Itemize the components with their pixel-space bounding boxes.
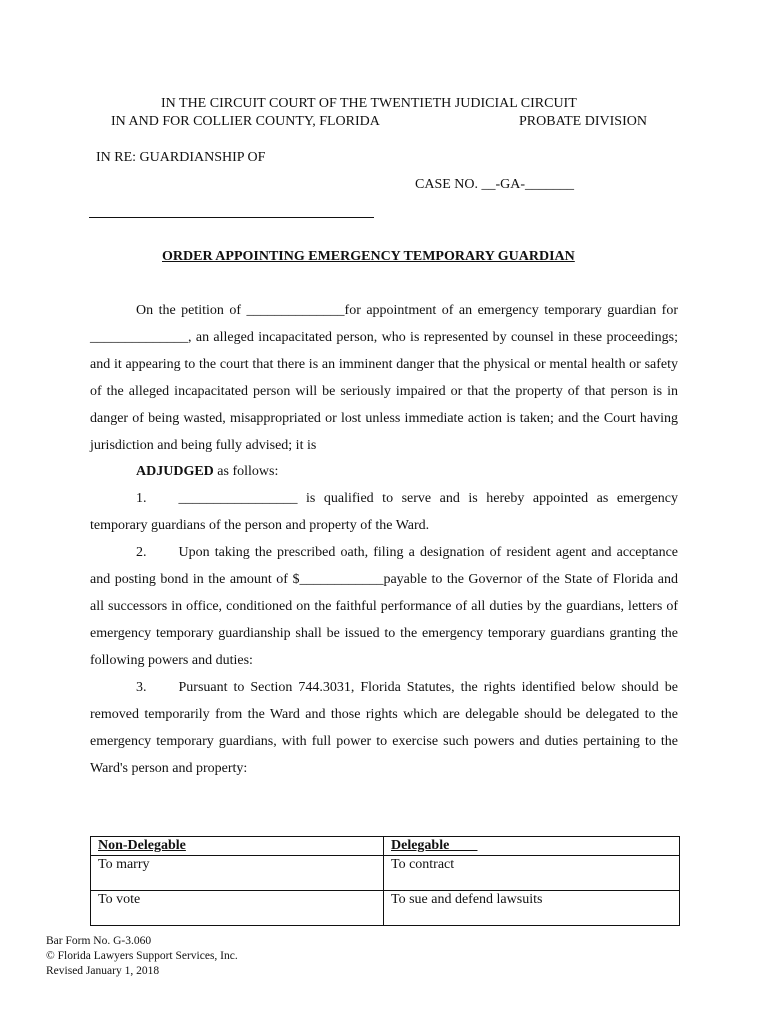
non-delegable-header: Non-Delegable <box>91 837 384 856</box>
delegable-cell: To sue and defend lawsuits <box>384 891 680 926</box>
item-3 <box>90 674 678 782</box>
copyright-notice: © Florida Lawyers Support Services, Inc. <box>46 950 238 962</box>
item-3-number: 3. <box>136 680 147 695</box>
item-2-text: Upon taking the prescribed oath, filing a designation of resident agent and acceptance and posting bond in the amount of $____________payable to the Governor of the State of Florida and all successors in office, conditioned on the faithful performance of all duties by the guardians, letters of emergency temporary guardianship shall be issued to the emergency temporary guardians granting the following powers and duties: <box>90 545 678 668</box>
rights-table <box>90 836 680 926</box>
non-delegable-cell: To marry <box>91 856 384 891</box>
division-label: PROBATE DIVISION <box>519 114 647 129</box>
form-number: Bar Form No. G-3.060 <box>46 935 152 947</box>
table-row <box>91 891 680 926</box>
item-2-number: 2. <box>136 545 147 560</box>
case-number: CASE NO. __-GA-_______ <box>415 177 575 192</box>
non-delegable-cell: To vote <box>91 891 384 926</box>
petition-paragraph <box>90 297 678 459</box>
adjudged-line <box>90 458 678 485</box>
table-row <box>91 856 680 891</box>
in-re-caption: IN RE: GUARDIANSHIP OF <box>96 150 266 165</box>
item-1 <box>90 485 678 539</box>
adjudged-word: ADJUDGED <box>136 464 214 479</box>
item-2 <box>90 539 678 674</box>
court-name-line: IN THE CIRCUIT COURT OF THE TWENTIETH JUDICIAL CIRCUIT <box>161 96 577 111</box>
item-3-text: Pursuant to Section 744.3031, Florida Statutes, the rights identified below should be removed temporarily from the Ward and those rights which are delegable should be delegated to the emergency temporary guardians, with full power to exercise such powers and duties pertaining to the Ward's person and property: <box>90 680 678 776</box>
county-line: IN AND FOR COLLIER COUNTY, FLORIDA <box>111 114 380 129</box>
delegable-cell: To contract <box>384 856 680 891</box>
table-header-row <box>91 837 680 856</box>
petition-text: On the petition of ______________for appointment of an emergency temporary guardian for ______________, an alleged incapacitated person, who is represented by counsel in these proceedings; and it appearing to the court that there is an imminent danger that the physical or mental health or safety of the alleged incapacitated person will be seriously impaired or that the property of that person is in danger of being wasted, misappropriated or lost unless immediate action is taken; and the Court having jurisdiction and being fully advised; it is <box>90 303 678 453</box>
document-title: ORDER APPOINTING EMERGENCY TEMPORARY GUARDIAN <box>162 249 575 264</box>
revision-date: Revised January 1, 2018 <box>46 965 160 977</box>
party-name-line <box>89 217 374 218</box>
item-1-number: 1. <box>136 491 147 506</box>
adjudged-rest: as follows: <box>213 464 279 479</box>
delegable-header: Delegable____ <box>384 837 680 856</box>
item-1-text: _________________ is qualified to serve and is hereby appointed as emergency temporary guardians of the person and property of the Ward. <box>90 491 678 533</box>
